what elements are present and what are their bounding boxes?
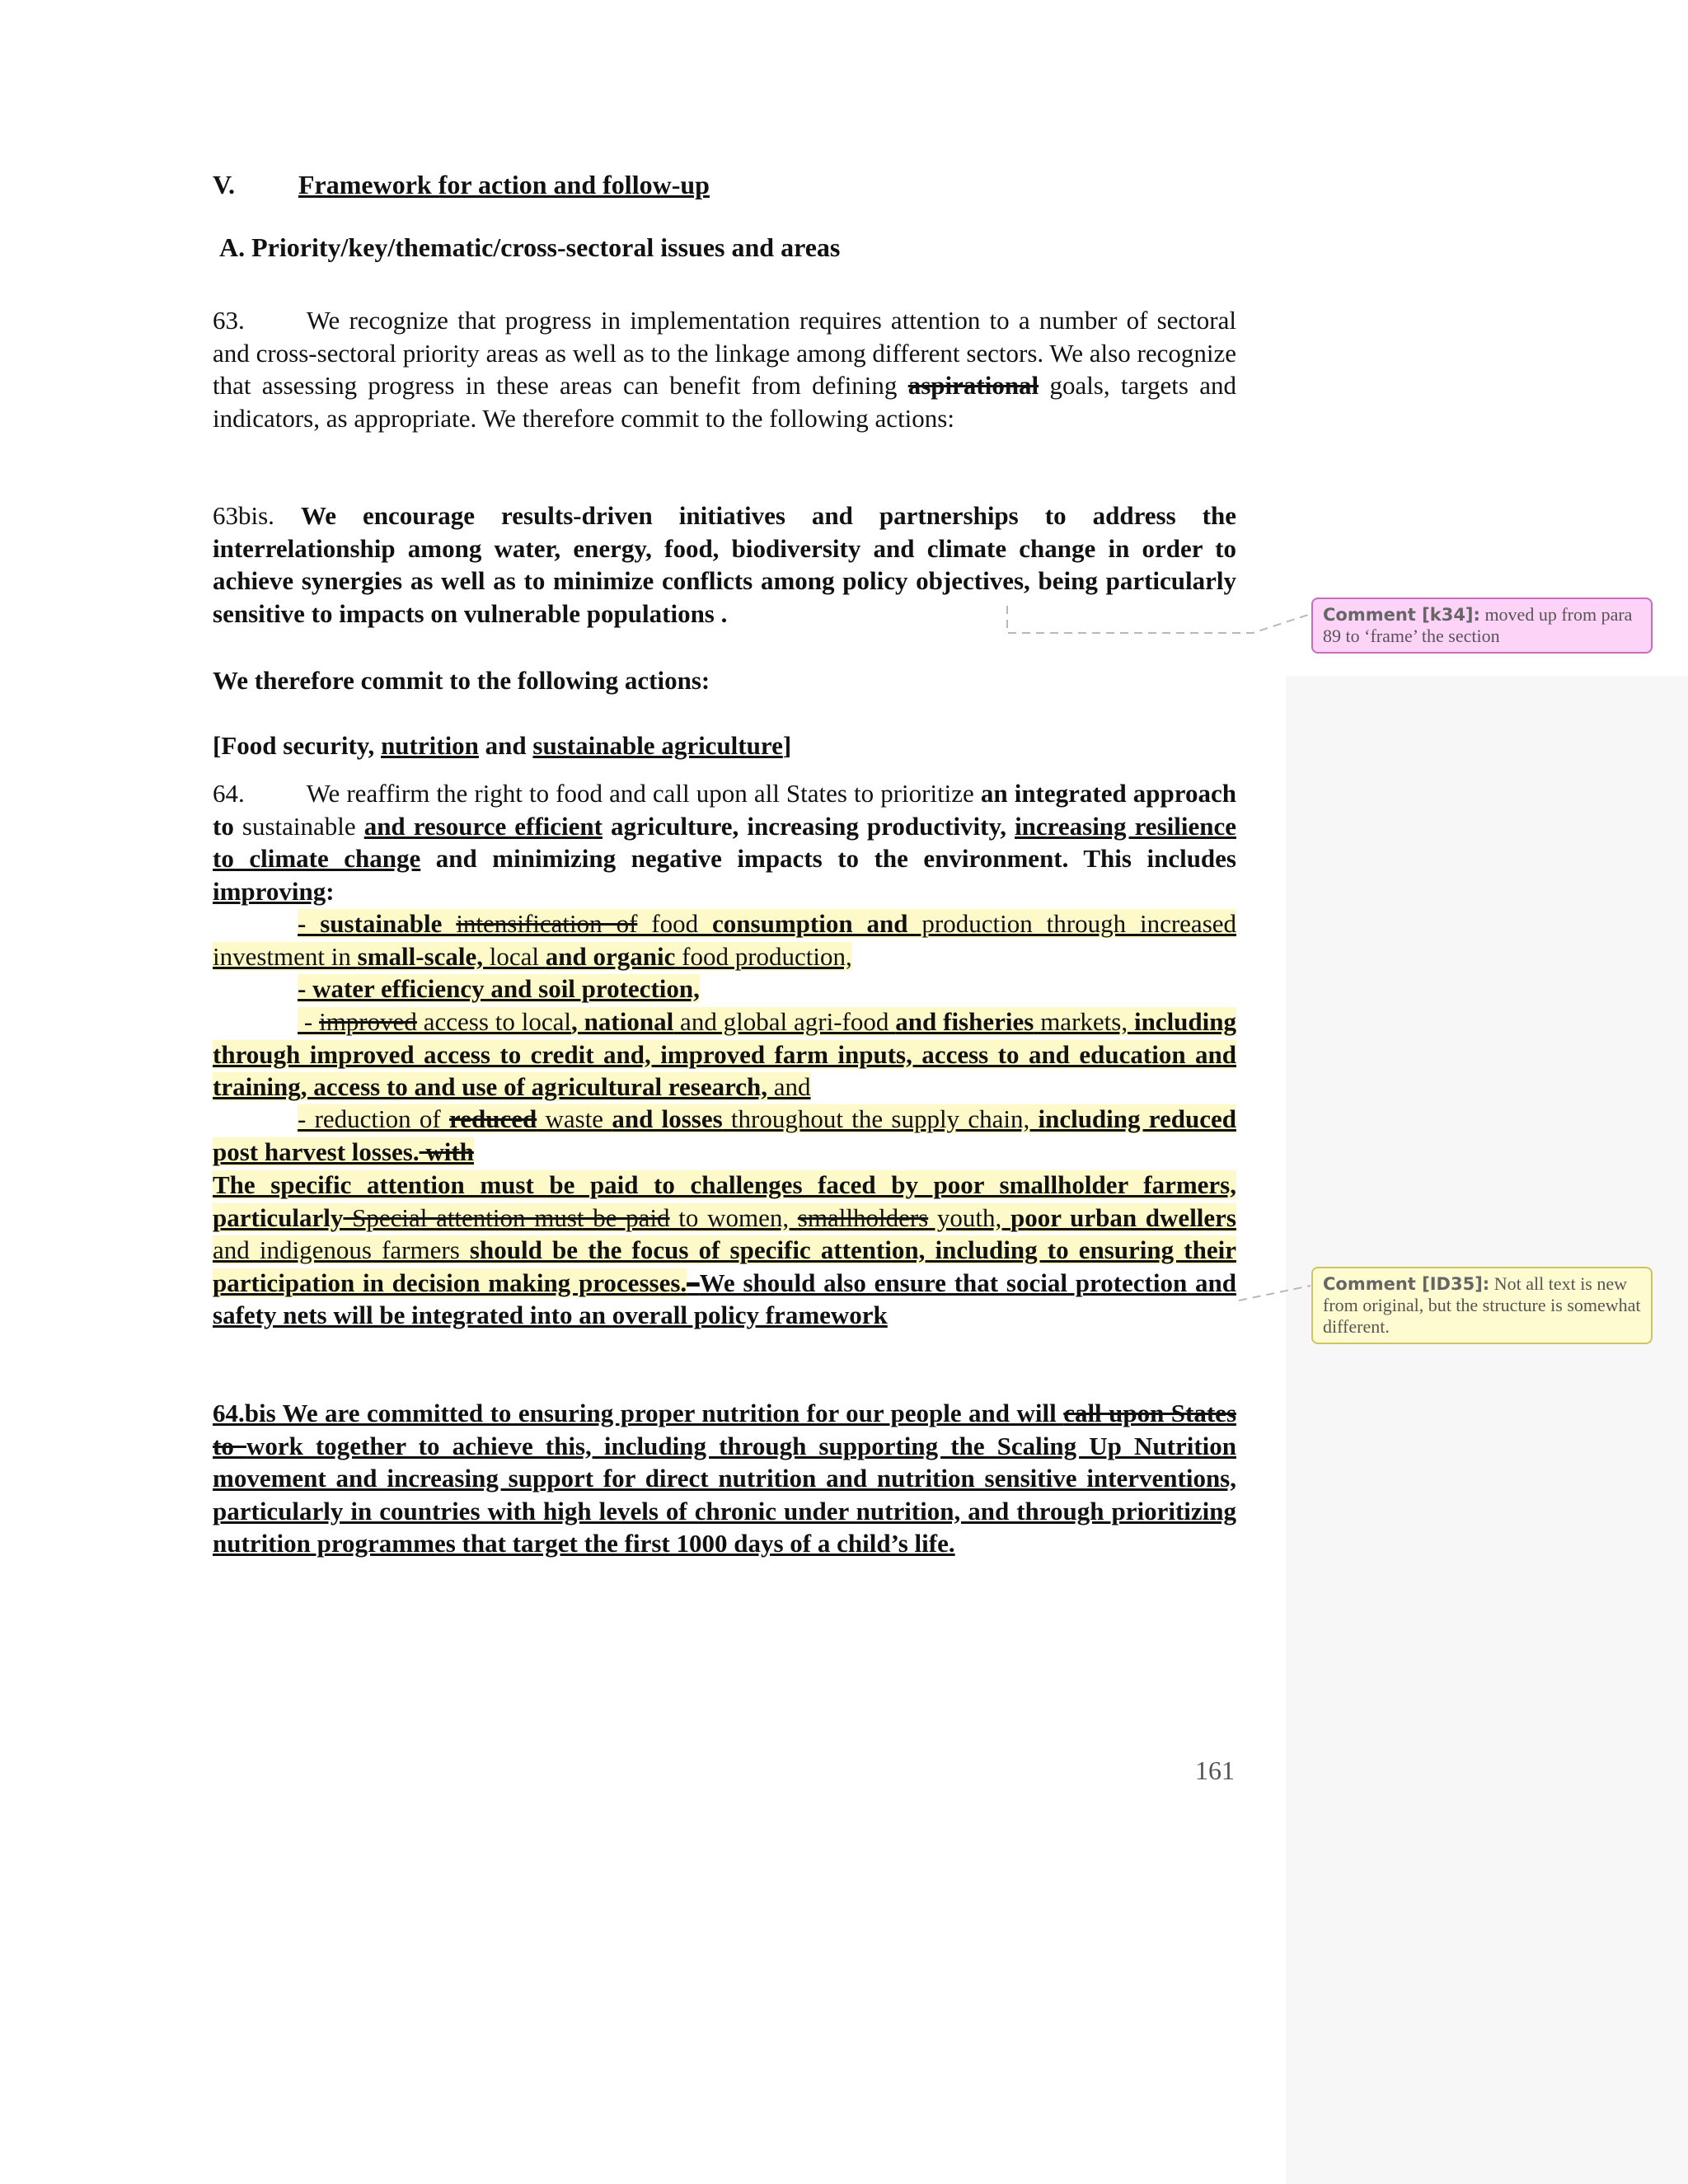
list-item-reduction: - reduction of reduced waste and losses throughout the supply chain, including reduced post harvest losses. with (213, 1104, 1236, 1166)
paragraph-64: 64. We reaffirm the right to food and call upon all States to prioritize an integrated approach to sustainable and resource efficient agriculture, increasing productivity, increasing resilience to climate change and minimizing negative impacts to the environment. This includes improving: (213, 779, 1236, 906)
comment-leader-id35 (1239, 1286, 1311, 1301)
list-item-sustainable: - sustainable intensification of food consumption and production through increased investment in small-scale, local and organic food production, (213, 909, 1237, 971)
paragraph-63: 63. We recognize that progress in implementation requires attention to a number of sectoral and cross-sectoral priority areas as well as to the linkage among different sectors. We also recognize that assessing progress in these areas can benefit from defining aspirational goals, targets and indicators, as appropriate. We therefore commit to the following actions: (213, 306, 1236, 433)
commit-line: We therefore commit to the following actions: (213, 666, 710, 695)
paragraph-63bis: 63bis. We encourage results-driven initiatives and partnerships to address the interrelationship among water, energy, food, biodiversity and climate change in order to achieve synergies as well as to minimize conflicts among policy objectives, being particularly sensitive to impacts on vulnerable populations . (213, 501, 1236, 628)
comment-tag: Comment [k34]: (1323, 605, 1480, 625)
subsection-heading: A. Priority/key/thematic/cross-sectoral issues and areas (219, 232, 841, 262)
section-title: Framework for action and follow-up (298, 170, 710, 199)
food-security-heading: [Food security, nutrition and sustainable agriculture] (213, 731, 792, 760)
page-number: 161 (1195, 1755, 1235, 1785)
paragraph-64bis: 64.bis We are committed to ensuring proper nutrition for our people and will call upon States to work together to achieve this, including through supporting the Scaling Up Nutrition movement and increasing support for direct nutrition and nutrition sensitive interventions, particularly in countries with high levels of chronic under nutrition, and through prioritizing nutrition programmes that target the first 1000 days of a child’s life. (213, 1399, 1237, 1558)
deleted-text: aspirational (907, 371, 1039, 400)
list-item-water: - water efficiency and soil protection, (298, 974, 700, 1003)
comment-balloon-k34[interactable]: Comment [k34]: moved up from para 89 to ‘frame’ the section (1311, 598, 1653, 654)
paragraph-number: 63. (213, 306, 245, 335)
comment-balloon-id35[interactable]: Comment [ID35]: Not all text is new from original, but the structure is somewhat different. (1311, 1267, 1653, 1344)
paragraph-number: 64. (213, 779, 245, 808)
specific-attention-text: The specific attention must be paid to challenges faced by poor smallholder farmers, particularly Special attention must be paid to women, smallholders youth, poor urban dwellers and indigenous farmers should be the focus of specific attention, including to ensuring their participation in decision making processes.–We should also ensure that social protection and safety nets will be integrated into an overall policy framework (213, 1170, 1236, 1329)
list-item-access: - improved access to local, national and global agri-food and fisheries markets, including through improved access to credit and, improved farm inputs, access to and education and training, access to and use of agricultural research, and (213, 1007, 1237, 1101)
comment-tag: Comment [ID35]: (1323, 1274, 1490, 1294)
paragraph-number: 63bis. (213, 501, 301, 530)
section-heading (213, 170, 710, 200)
section-number: V. (213, 170, 235, 199)
